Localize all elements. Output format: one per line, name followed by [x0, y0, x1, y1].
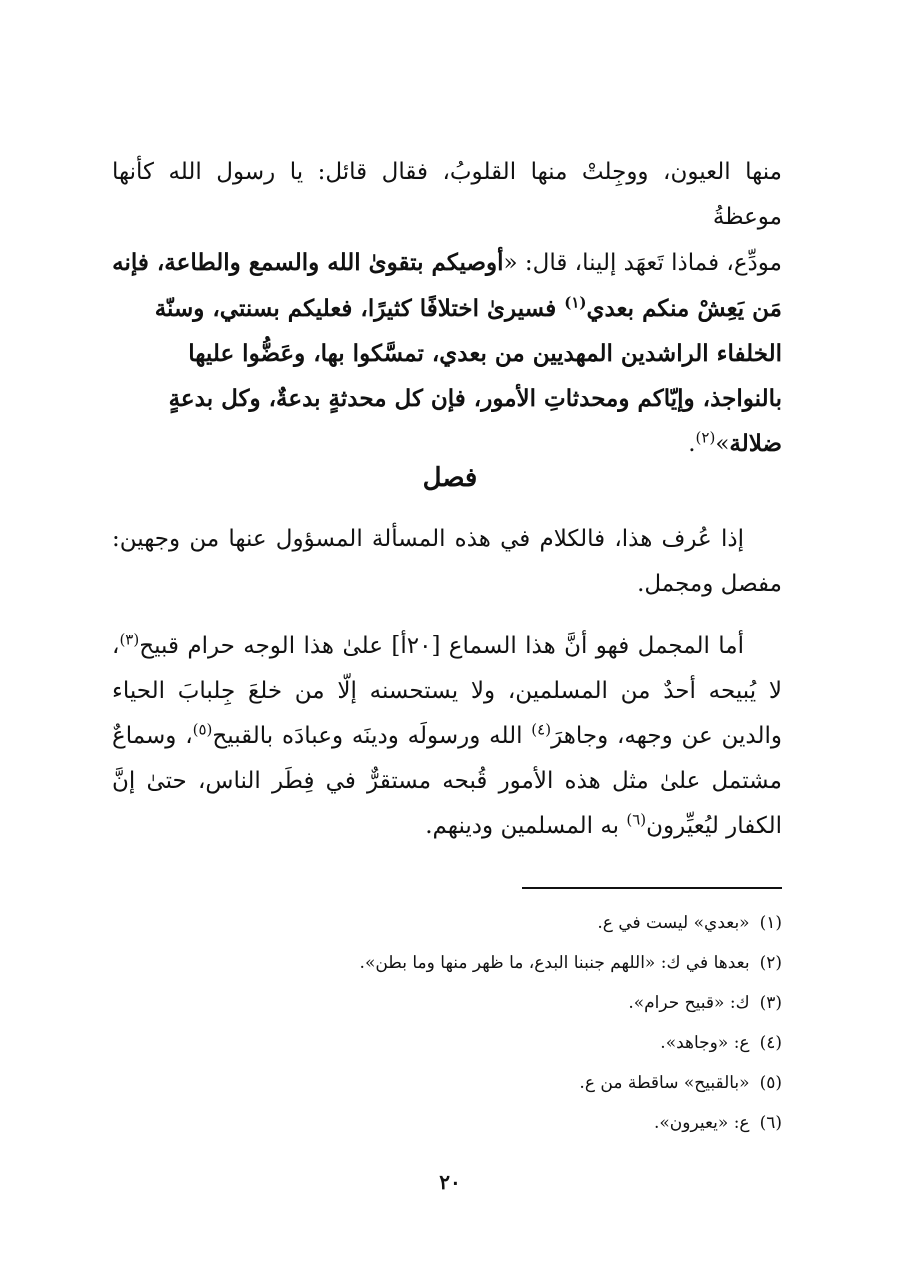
hadith-line-6-bold: ضلالة — [729, 430, 782, 457]
footnote-marker-4[interactable]: (٤) — [531, 720, 552, 739]
hadith-line-6-end: . — [688, 431, 696, 457]
footnote-text: «بعدي» ليست في ع. — [597, 913, 750, 933]
footnote-text: ك: «قبيح حرام». — [628, 993, 750, 1013]
footnote-1 — [112, 903, 782, 943]
footnote-5 — [112, 1063, 782, 1103]
footnote-number: (١) — [759, 913, 782, 933]
hadith-line-3-a: مَن يَعِشْ منكم بعدي — [586, 295, 782, 322]
paragraph-2-part-1: أما المجمل فهو أنَّ هذا السماع [٢٠أ] علىٰ هذا الوجه حرام قبيح — [139, 633, 745, 659]
footnote-marker-1[interactable]: (١) — [564, 293, 587, 312]
paragraph-2-part-4: ، وسماعٌ مشتمل علىٰ مثل هذه الأمور قُبحه مستقرٌّ في فِطَر الناس، حتىٰ إنَّ الكفار ليُعيِّرون — [112, 723, 782, 839]
footnote-4 — [112, 1023, 782, 1063]
hadith-line-4: الخلفاء الراشدين المهديين من بعدي، تمسَّكوا بها، وعَضُّوا عليها — [188, 340, 782, 367]
footnote-number: (٦) — [759, 1113, 782, 1133]
footnote-text: «بالقبيح» ساقطة من ع. — [579, 1073, 750, 1093]
footnote-3 — [112, 983, 782, 1023]
footnote-marker-5[interactable]: (٥) — [192, 720, 213, 739]
footnote-number: (٢) — [759, 953, 782, 973]
paragraph-2-part-3: الله ورسولَه ودينَه وعبادَه بالقبيح — [212, 723, 532, 749]
footnote-text: بعدها في ك: «اللهم جنبنا البدع، ما ظهر منها وما بطن». — [359, 953, 750, 973]
page-number: ٢٠ — [439, 1170, 461, 1194]
footnote-6 — [112, 1103, 782, 1143]
paragraph-2-part-5: به المسلمين ودينهم. — [425, 813, 627, 839]
footnotes — [112, 903, 782, 1143]
hadith-line-6-close: » — [715, 431, 730, 457]
hadith-line-2-bold: أوصيكم بتقوىٰ الله والسمع والطاعة، فإنه — [112, 249, 504, 276]
footnote-number: (٤) — [759, 1033, 782, 1053]
footnote-text: ع: «يعيرون». — [653, 1113, 750, 1133]
section-title: فصل — [422, 463, 478, 493]
footnote-marker-3[interactable]: (٣) — [119, 630, 140, 649]
hadith-line-3-b: فسيرىٰ اختلافًا كثيرًا، فعليكم بسنتي، وسنّة — [154, 295, 565, 322]
hadith-paragraph — [112, 150, 782, 467]
footnote-text: ع: «وجاهد». — [660, 1033, 750, 1053]
paragraph-1: إذا عُرف هذا، فالكلام في هذه المسألة المسؤول عنها من وجهين: مفصل ومجمل. — [112, 526, 782, 597]
footnote-marker-6[interactable]: (٦) — [626, 810, 647, 829]
hadith-line-2 — [112, 240, 782, 286]
hadith-line-2-plain: مودِّع، فماذا تَعهَد إلينا، قال: « — [503, 250, 782, 276]
footnote-number: (٣) — [759, 993, 782, 1013]
footnote-number: (٥) — [759, 1073, 782, 1093]
hadith-line-3 — [112, 286, 782, 331]
hadith-line-5: بالنواجذ، وإيّاكم ومحدثاتِ الأمور، فإن كل محدثةٍ بدعةٌ، وكل بدعةٍ — [168, 385, 782, 412]
footnote-marker-2[interactable]: (٢) — [695, 428, 716, 447]
footnote-2 — [112, 943, 782, 983]
footnote-divider — [522, 887, 782, 889]
hadith-line-1: منها العيون، ووجِلتْ منها القلوبُ، فقال قائل: يا رسول الله كأنها موعظةُ — [112, 159, 782, 230]
paragraph-2-part-2: ، لا يُبيحه أحدٌ من المسلمين، ولا يستحسنه إلّا من خلعَ جِلبابَ الحياء والدين عن وجهه، وجاهرَ — [112, 633, 782, 749]
paragraph-2 — [112, 624, 782, 849]
